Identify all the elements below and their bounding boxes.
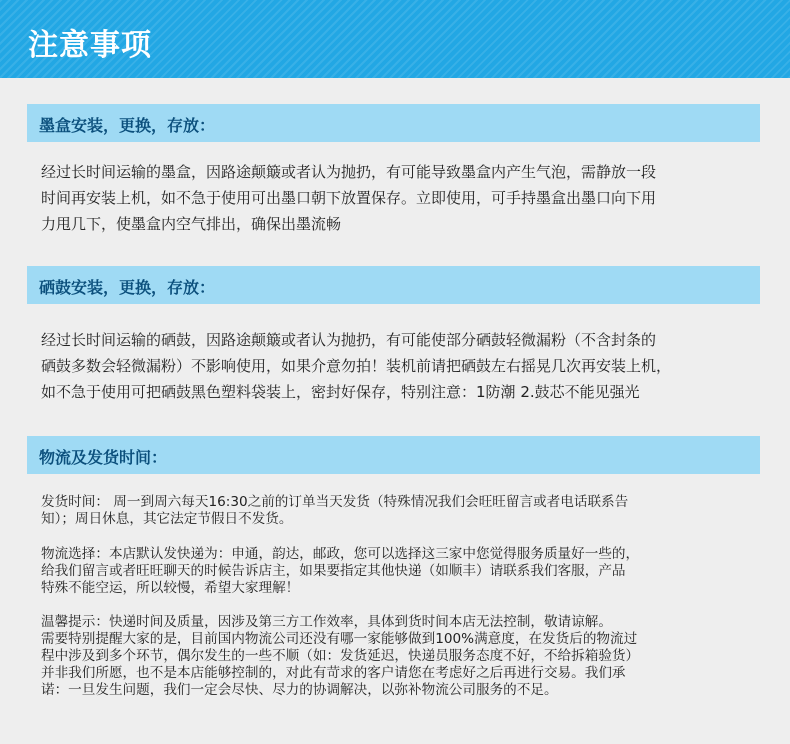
body-line: 诺：一旦发生问题，我们一定会尽快、尽力的协调解决，以弥补物流公司服务的不足。	[41, 682, 558, 698]
logistics-courier-choice	[41, 546, 755, 597]
body-line: 发货时间： 周一到周六每天16:30之前的订单当天发货（特殊情况我们会旺旺留言或者电话联系告	[41, 494, 629, 510]
logistics-shipping-time	[41, 494, 755, 528]
section-bar-toner-drum	[27, 266, 760, 304]
logistics-warm-tips	[41, 614, 755, 699]
section-body-toner-drum	[41, 327, 761, 405]
body-line: 硒鼓多数会轻微漏粉）不影响使用，如果介意勿拍！装机前请把硒鼓左右摇晃几次再安装上机，	[41, 357, 672, 375]
body-line: 经过长时间运输的墨盒，因路途颠簸或者认为抛扔，有可能导致墨盒内产生气泡，需静放一段	[41, 163, 657, 181]
body-line: 并非我们所愿，也不是本店能够控制的，对此有苛求的客户请您在考虑好之后再进行交易。我们承	[41, 665, 626, 681]
section-body-ink-cartridge	[41, 159, 761, 237]
body-line: 物流选择：本店默认发快递为：申通，韵达，邮政，您可以选择这三家中您觉得服务质量好一些的，	[41, 546, 640, 562]
body-line: 特殊不能空运，所以较慢，希望大家理解！	[41, 580, 300, 596]
section-title-logistics: 物流及发货时间：	[39, 448, 168, 467]
body-line: 时间再安装上机，如不急于使用可出墨口朝下放置保存。立即使用，可手持墨盒出墨口向下用	[41, 189, 657, 207]
body-line: 力甩几下，使墨盒内空气排出，确保出墨流畅	[41, 215, 342, 233]
body-line: 需要特别提醒大家的是，目前国内物流公司还没有哪一家能够做到100%满意度，在发货后的物流过	[41, 631, 638, 647]
section-title-toner-drum: 硒鼓安装，更换，存放：	[39, 278, 216, 297]
page-title: 注意事项	[28, 28, 152, 63]
body-line: 程中涉及到多个环节，偶尔发生的一些不顺（如：发货延迟，快递员服务态度不好，不给拆箱验货）	[41, 648, 640, 664]
body-line: 如不急于使用可把硒鼓黑色塑料袋装上，密封好保存，特别注意：1防潮 2.鼓芯不能见强光	[41, 383, 640, 401]
body-line: 给我们留言或者旺旺聊天的时候告诉店主，如果要指定其他快递（如顺丰）请联系我们客服，产品	[41, 563, 626, 579]
section-bar-ink-cartridge	[27, 104, 760, 142]
body-line: 知）；周日休息，其它法定节假日不发货。	[41, 511, 293, 527]
section-title-ink-cartridge: 墨盒安装，更换，存放：	[39, 116, 216, 135]
body-line: 经过长时间运输的硒鼓，因路途颠簸或者认为抛扔，有可能使部分硒鼓轻微漏粉（不含封条的	[41, 331, 657, 349]
page-header	[0, 0, 790, 78]
section-bar-logistics	[27, 436, 760, 474]
body-line: 温馨提示：快递时间及质量，因涉及第三方工作效率，具体到货时间本店无法控制，敬请谅解。	[41, 614, 612, 630]
